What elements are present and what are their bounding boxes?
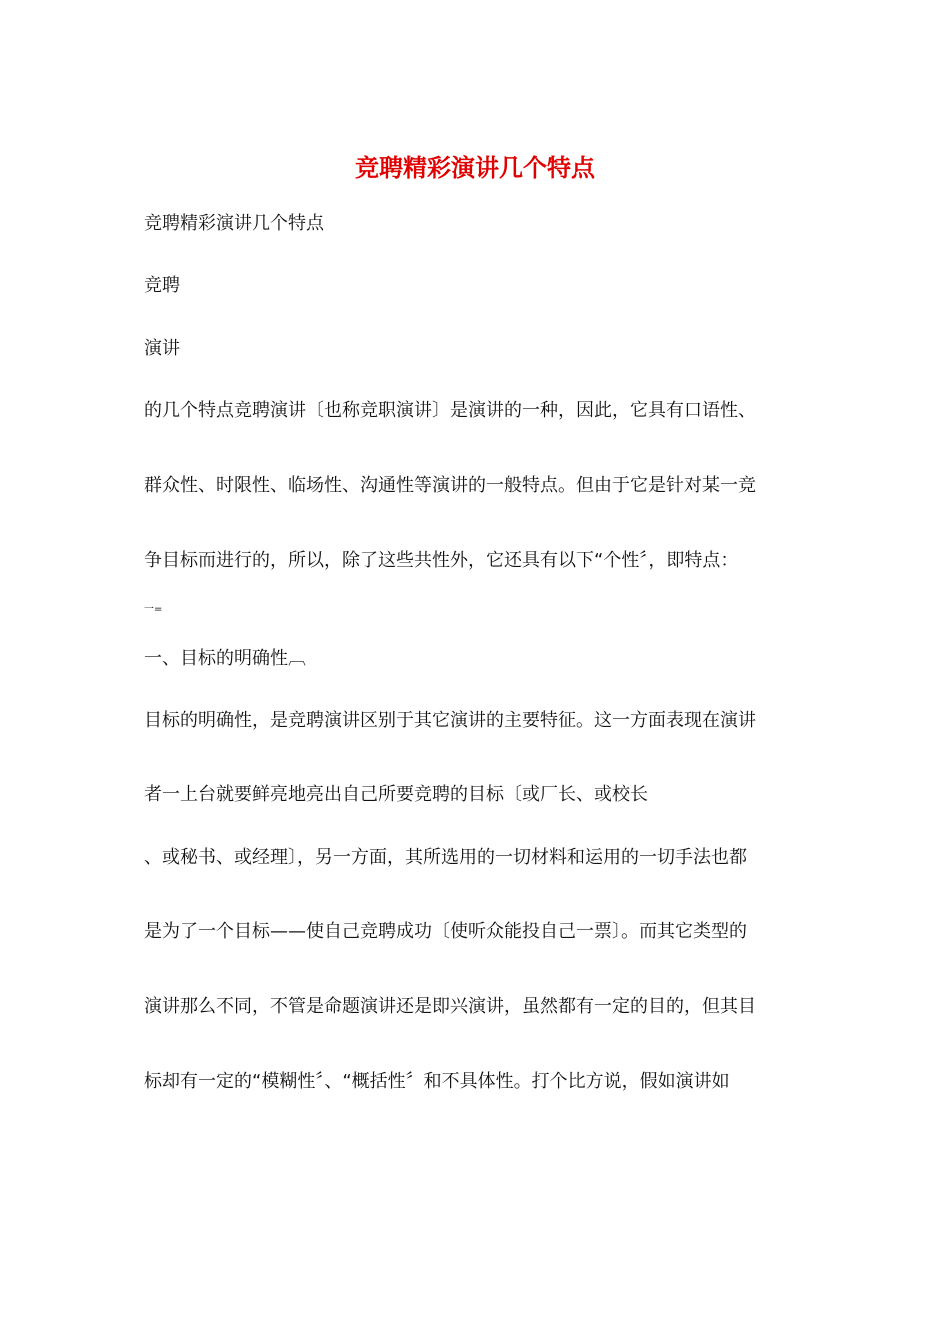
text-line: 的几个特点竞聘演讲〔也称竞职演讲〕是演讲的一种，因此，它具有口语性、 [144, 400, 756, 421]
text-line: 者一上台就要鲜亮地亮出自己所要竞聘的目标〔或厂长、或校长 [144, 784, 648, 805]
text-line: 群众性、时限性、临场性、沟通性等演讲的一般特点。但由于它是针对某一竞 [144, 475, 756, 496]
text-line: 演讲 [144, 338, 180, 359]
text-line: 是为了一个目标——使自己竞聘成功〔使听众能投自己一票〕。而其它类型的 [144, 921, 747, 942]
section-mark: 一= [144, 604, 163, 615]
text-line: 竞聘精彩演讲几个特点 [144, 213, 324, 234]
text-line: 目标的明确性，是竞聘演讲区别于其它演讲的主要特征。这一方面表现在演讲 [144, 710, 756, 731]
section-heading: 一、目标的明确性︹ [144, 648, 306, 669]
document-title: 竞聘精彩演讲几个特点 [355, 153, 595, 182]
text-line: 、或秘书、或经理〕，另一方面，其所选用的一切材料和运用的一切手法也都 [144, 847, 747, 868]
text-line: 演讲那么不同，不管是命题演讲还是即兴演讲，虽然都有一定的目的，但其目 [144, 996, 756, 1017]
text-line: 标却有一定的“模糊性〞、“概括性〞和不具体性。打个比方说，假如演讲如 [144, 1071, 730, 1092]
text-line: 争目标而进行的，所以，除了这些共性外，它还具有以下“个性〞，即特点： [144, 550, 739, 571]
text-line: 竞聘 [144, 275, 180, 296]
